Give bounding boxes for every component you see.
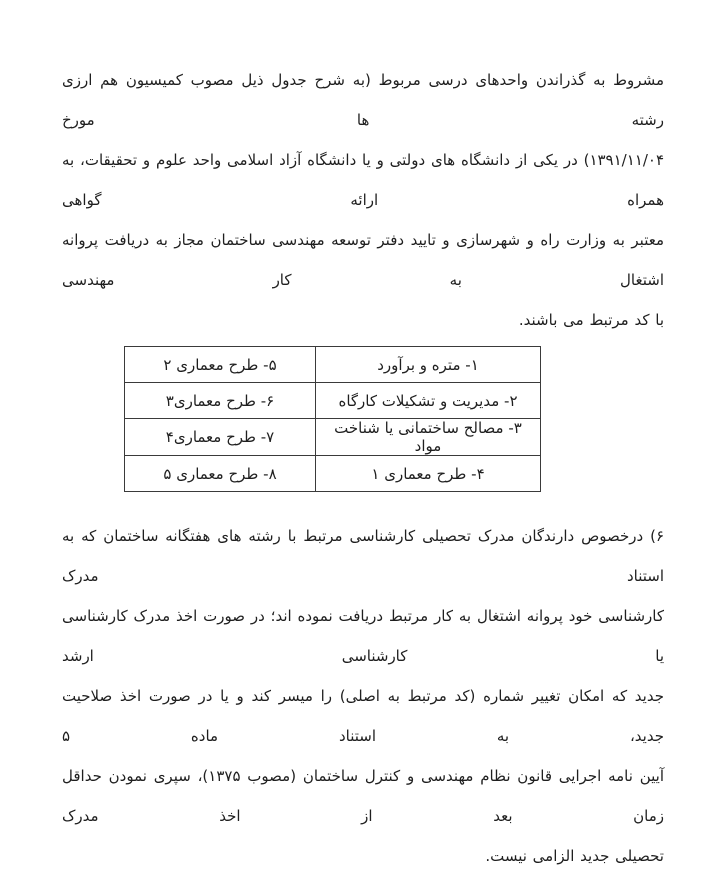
table-cell-course-2: ۲- مدیریت و تشکیلات کارگاه (316, 383, 541, 419)
table-cell-course-7: ۷- طرح معماری۴ (125, 419, 316, 456)
paragraph-2-line-4: آیین نامه اجرایی قانون نظام مهندسی و کنترل ساختمان (مصوب ۱۳۷۵)، سپری نمودن حداقل زمان بعد از اخذ مدرک (62, 767, 664, 825)
table-row (125, 419, 541, 456)
table-cell-course-4: ۴- طرح معماری ۱ (316, 456, 541, 492)
paragraph-2-line-1: ۶) درخصوص دارندگان مدرک تحصیلی کارشناسی مرتبط با رشته های هفتگانه ساختمان که به استناد مدرک (62, 527, 664, 585)
paragraph-1-line-2: ۱۳۹۱/۱۱/۰۴) در یکی از دانشگاه های دولتی و یا دانشگاه آزاد اسلامی واحد علوم و تحقیقات، به همراه ارائه گواهی (62, 151, 664, 209)
table-cell-course-1: ۱- متره و برآورد (316, 347, 541, 383)
table-row (125, 456, 541, 492)
table-row (125, 347, 541, 383)
paragraph-2 (62, 516, 664, 876)
table-row (125, 383, 541, 419)
paragraph-2-line-5: تحصیلی جدید الزامی نیست. (485, 847, 664, 865)
table-cell-course-5: ۵- طرح معماری ۲ (125, 347, 316, 383)
table-cell-course-6: ۶- طرح معماری۳ (125, 383, 316, 419)
table-cell-course-8: ۸- طرح معماری ۵ (125, 456, 316, 492)
paragraph-1-line-3: معتبر به وزارت راه و شهرسازی و تایید دفتر توسعه مهندسی ساختمان مجاز به دریافت پروانه اشتغال به کار مهندسی (62, 231, 664, 289)
table-cell-course-3: ۳- مصالح ساختمانی یا شناخت مواد (316, 419, 541, 456)
paragraph-1 (62, 60, 664, 340)
course-equivalency-table (124, 346, 541, 492)
paragraph-1-line-1: مشروط به گذراندن واحدهای درسی مربوط (به شرح جدول ذیل مصوب کمیسیون هم ارزی رشته ها مورخ (62, 71, 664, 129)
paragraph-2-line-3: جدید که امکان تغییر شماره (کد مرتبط به اصلی) را میسر کند و یا در صورت اخذ صلاحیت جدید، به استناد ماده ۵ (62, 687, 664, 745)
paragraph-2-line-2: کارشناسی خود پروانه اشتغال به کار مرتبط دریافت نموده اند؛ در صورت اخذ مدرک کارشناسی یا کارشناسی ارشد (62, 607, 664, 665)
paragraph-1-line-4: با کد مرتبط می باشند. (518, 311, 664, 329)
